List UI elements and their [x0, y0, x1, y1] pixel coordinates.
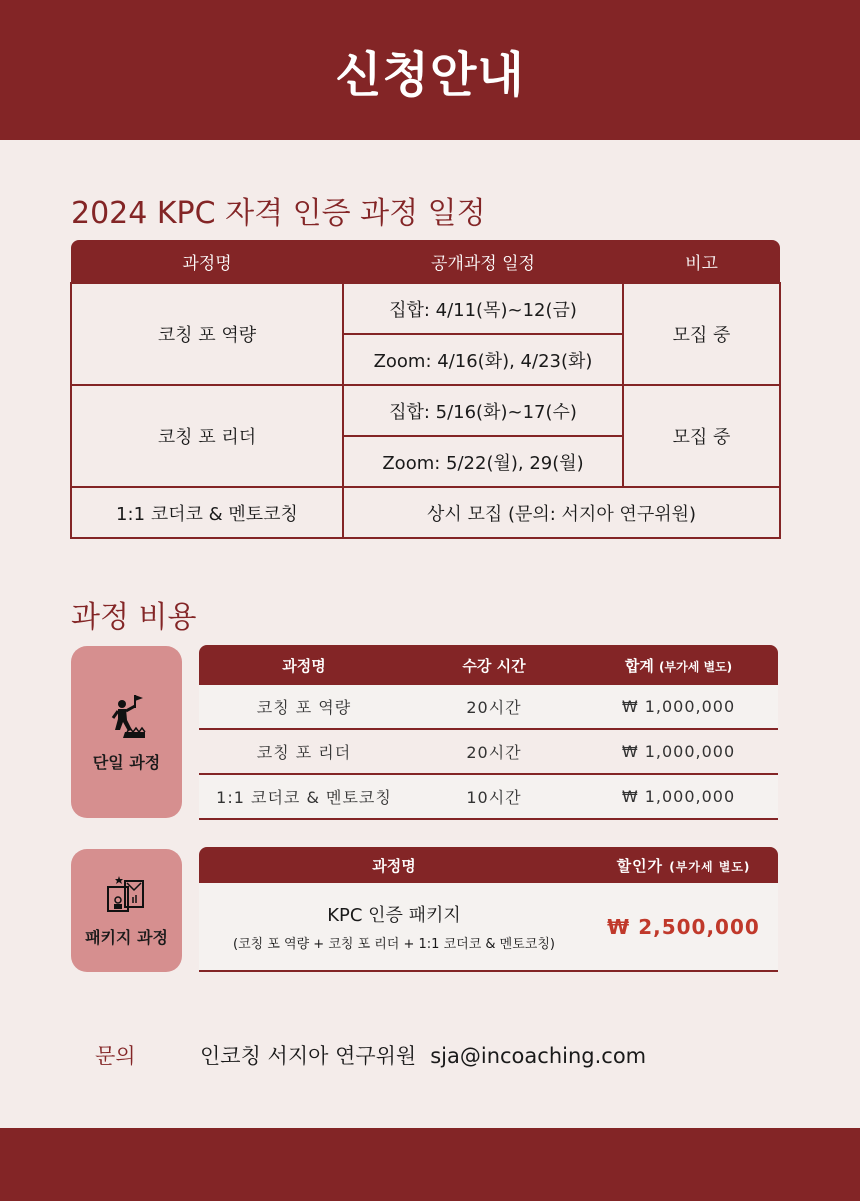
- course-price: ₩ 1,000,000: [621, 742, 736, 761]
- course-name: 코칭 포 리더: [256, 743, 352, 762]
- schedule-date-cell: 상시 모집 (문의: 서지아 연구위원): [343, 487, 780, 538]
- course-hours: 20시간: [466, 743, 522, 762]
- course-name: 코칭 포 역량: [256, 698, 352, 717]
- course-hours: 10시간: [466, 788, 522, 807]
- table-row: [199, 883, 778, 972]
- schedule-table: [70, 240, 781, 539]
- single-cost-table: [199, 645, 778, 820]
- package-price: ₩ 2,500,000: [607, 914, 760, 939]
- table-row: [199, 685, 778, 730]
- discount-label: 할인가: [616, 856, 664, 875]
- status-cell: 모집 중: [623, 385, 780, 487]
- package-gift-icon: [105, 873, 149, 915]
- page-footer: [0, 1128, 860, 1201]
- course-name-cell: 코칭 포 역량: [71, 283, 343, 385]
- contact-label: 문의: [95, 1044, 136, 1068]
- package-cost-table: [199, 847, 778, 972]
- col-header-total: [579, 655, 778, 676]
- course-name: 1:1 코더코 & 멘토코칭: [216, 788, 392, 807]
- course-hours: 20시간: [466, 698, 522, 717]
- course-name-cell: 코칭 포 리더: [71, 385, 343, 487]
- package-contents: (코칭 포 역량 + 코칭 포 리더 + 1:1 코더코 & 멘토코칭): [233, 937, 555, 952]
- col-header-schedule: 공개과정 일정: [343, 240, 623, 283]
- cost-title: 과정 비용: [71, 600, 197, 635]
- table-row: [199, 775, 778, 820]
- schedule-title: 2024 KPC 자격 인증 과정 일정: [71, 196, 486, 231]
- table-row: [199, 730, 778, 775]
- schedule-date-cell: Zoom: 5/22(월), 29(월): [343, 436, 623, 487]
- schedule-date-cell: Zoom: 4/16(화), 4/23(화): [343, 334, 623, 385]
- table-header: [199, 645, 778, 685]
- single-course-label: 단일 과정: [92, 752, 161, 772]
- course-price: ₩ 1,000,000: [621, 787, 736, 806]
- contact-email[interactable]: sja@incoaching.com: [430, 1044, 647, 1068]
- status-cell: 모집 중: [623, 283, 780, 385]
- schedule-date-cell: 집합: 5/16(화)~17(수): [343, 385, 623, 436]
- single-course-badge: [71, 646, 182, 818]
- col-header-course: 과정명: [71, 240, 343, 283]
- schedule-date-cell: 집합: 4/11(목)~12(금): [343, 283, 623, 334]
- vat-note: (부가세 별도): [659, 659, 733, 674]
- package-course-badge: [71, 849, 182, 972]
- col-header-hours: 수강 시간: [462, 656, 526, 675]
- climber-flag-icon: [105, 692, 149, 740]
- table-header: [199, 847, 778, 883]
- course-price: ₩ 1,000,000: [621, 697, 736, 716]
- package-cell: [199, 901, 589, 952]
- col-header-course: 과정명: [372, 856, 416, 875]
- package-course-label: 패키지 과정: [85, 928, 168, 947]
- total-label: 합계: [624, 656, 654, 675]
- vat-note: (부가세 별도): [669, 859, 751, 874]
- contact-info: [200, 1040, 660, 1070]
- page-title: 신청안내: [335, 46, 525, 103]
- col-header-course: 과정명: [282, 656, 326, 675]
- contact-person: 인코칭 서지아 연구위원: [200, 1044, 417, 1068]
- page-header: [0, 0, 860, 140]
- package-name: KPC 인증 패키지: [327, 905, 461, 926]
- col-header-note: 비고: [623, 240, 780, 283]
- course-name-cell: 1:1 코더코 & 멘토코칭: [71, 487, 343, 538]
- col-header-discount: [589, 855, 778, 876]
